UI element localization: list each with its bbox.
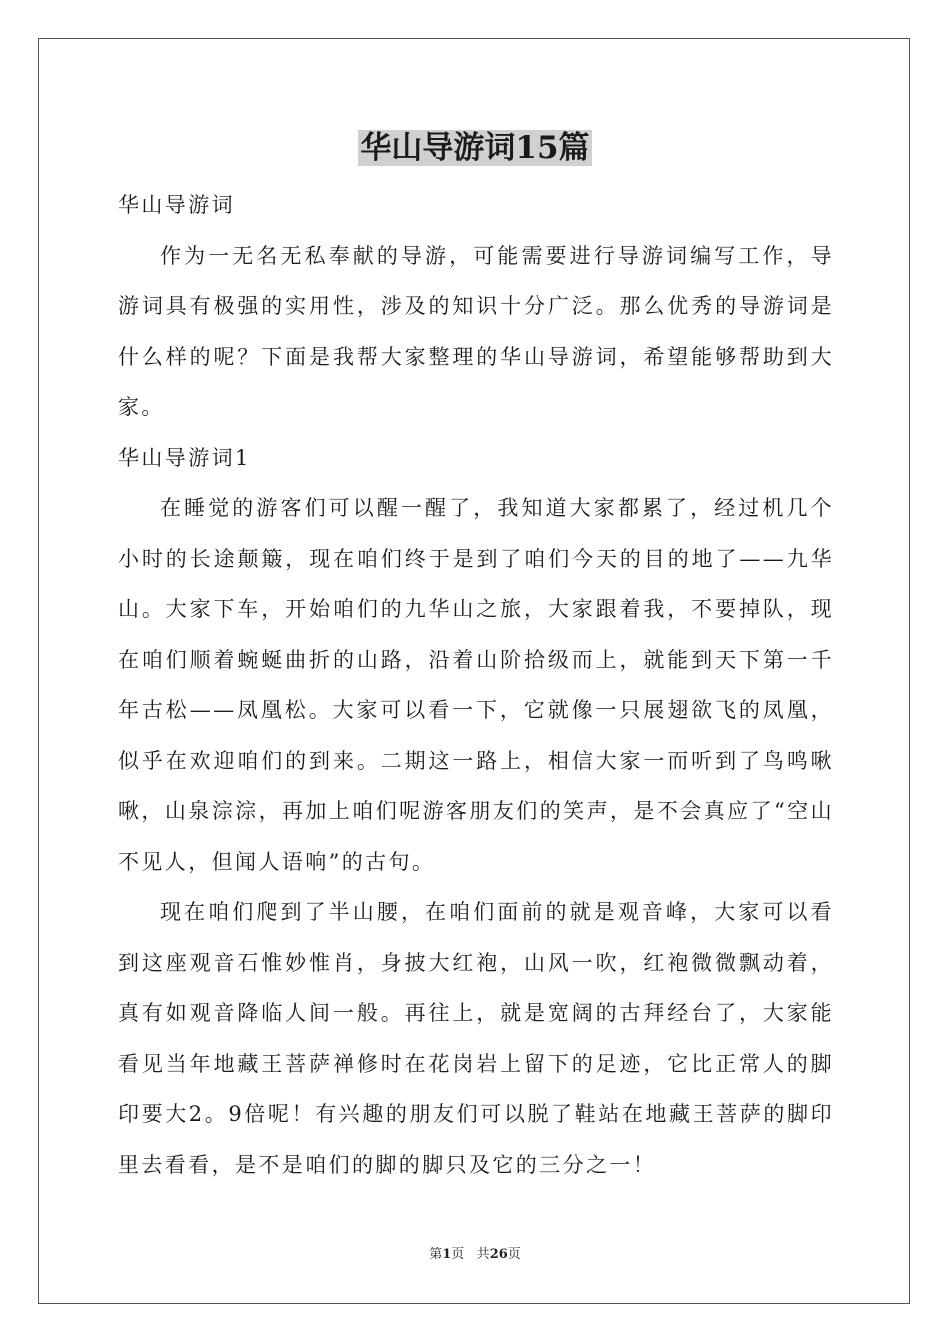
page-footer xyxy=(0,1246,950,1264)
body-paragraph-1: 在睡觉的游客们可以醒一醒了，我知道大家都累了，经过机几个小时的长途颠簸，现在咱们终于是到了咱们今天的目的地了——九华山。大家下车，开始咱们的九华山之旅，大家跟着我，不要掉队，现在咱们顺着蜿蜒曲折的山路，沿着山阶拾级而上，就能到天下第一千年古松——凤凰松。大家可以看一下，它就像一只展翅欲飞的凤凰，似乎在欢迎咱们的到来。二期这一路上，相信大家一而听到了鸟鸣啾啾，山泉淙淙，再加上咱们呢游客朋友们的笑声，是不会真应了“空山不见人，但闻人语响”的古句。 xyxy=(118,496,834,874)
document-title xyxy=(0,128,950,168)
page-number-prefix: 第 xyxy=(429,1247,443,1262)
document-body xyxy=(118,180,834,1190)
page-total-prefix: 共 xyxy=(476,1247,490,1262)
section-heading-1: 华山导游词1 xyxy=(118,445,251,470)
page-total-suffix: 页 xyxy=(507,1247,521,1262)
section-heading-intro: 华山导游词 xyxy=(118,193,235,217)
intro-paragraph: 作为一无名无私奉献的导游，可能需要进行导游词编写工作，导游词具有极强的实用性，涉及的知识十分广泛。那么优秀的导游词是什么样的呢？下面是我帮大家整理的华山导游词，希望能够帮助到大家。 xyxy=(118,243,834,419)
body-paragraph-2: 现在咱们爬到了半山腰，在咱们面前的就是观音峰，大家可以看到这座观音石惟妙惟肖，身披大红袍，山风一吹，红袍微微飘动着，真有如观音降临人间一般。再往上，就是宽阔的古拜经台了，大家能看见当年地藏王菩萨禅修时在花岗岩上留下的足迹，它比正常人的脚印要大2。9倍呢！有兴趣的朋友们可以脱了鞋站在地藏王菩萨的脚印里去看看，是不是咱们的脚的脚只及它的三分之一！ xyxy=(118,900,834,1177)
page-total-count: 26 xyxy=(489,1247,508,1262)
page-number-suffix: 页 xyxy=(451,1247,465,1262)
page-number-current: 1 xyxy=(442,1247,452,1262)
document-title-text: 华山导游词15篇 xyxy=(360,130,590,166)
